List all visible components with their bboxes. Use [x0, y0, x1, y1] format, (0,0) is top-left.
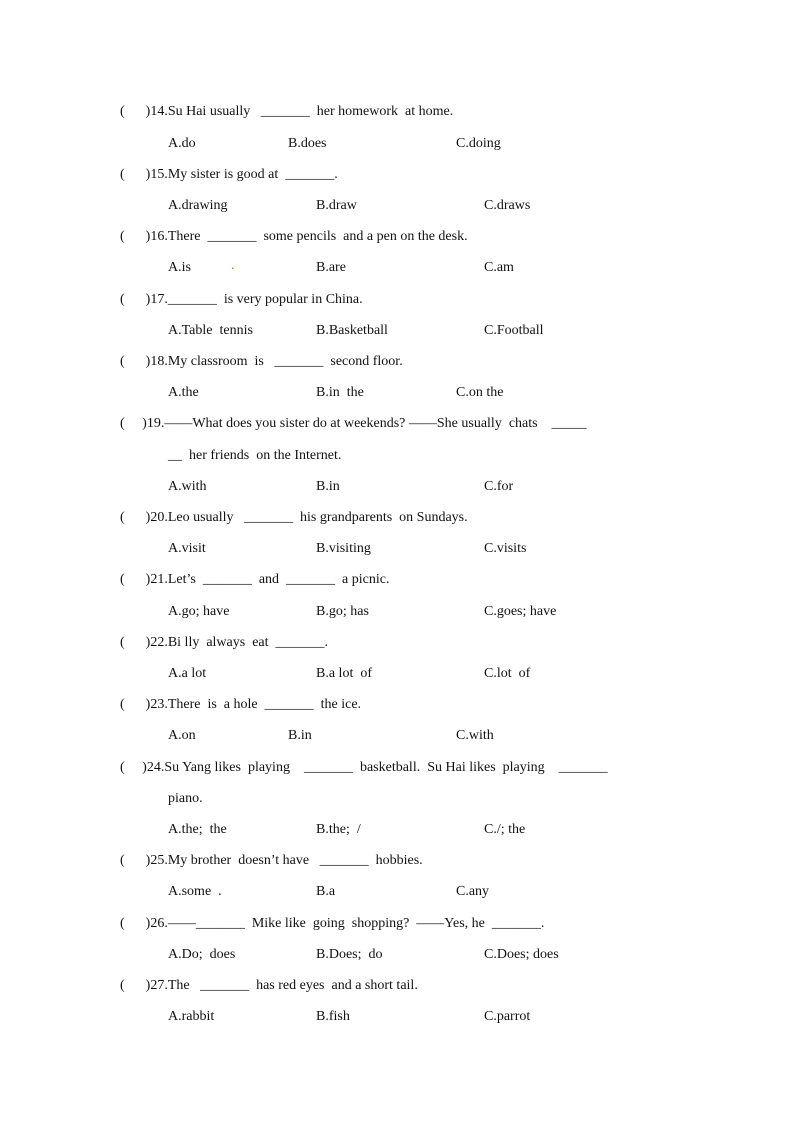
option-c: C.Does; does — [484, 947, 559, 962]
option-a: A.do — [168, 136, 196, 151]
question-14: ( )14.Su Hai usually _______ her homework at home. — [120, 104, 454, 119]
option-a: A.Table tennis — [168, 323, 253, 338]
question-19-continuation: __ her friends on the Internet. — [168, 448, 342, 463]
option-a: A.is — [168, 260, 191, 275]
option-c: C.am — [484, 260, 514, 275]
option-c: C.Football — [484, 323, 544, 338]
option-b: B.a — [316, 884, 336, 899]
question-18: ( )18.My classroom is _______ second floor. — [120, 354, 403, 369]
option-c: C.lot of — [484, 666, 531, 681]
option-a: A.Do; does — [168, 947, 236, 962]
option-c: C.goes; have — [484, 604, 557, 619]
question-21: ( )21.Let’s _______ and _______ a picnic. — [120, 572, 390, 587]
option-c: C.with — [456, 728, 494, 743]
option-c: C.doing — [456, 136, 501, 151]
question-19: ( )19.——What does you sister do at weekends? ——She usually chats _____ — [120, 416, 587, 431]
option-b: B.does — [288, 136, 327, 151]
question-15: ( )15.My sister is good at _______. — [120, 167, 338, 182]
question-23: ( )23.There is a hole _______ the ice. — [120, 697, 362, 712]
question-16: ( )16.There _______ some pencils and a pen on the desk. — [120, 229, 468, 244]
option-a: A.the — [168, 385, 199, 400]
option-b: B.Basketball — [316, 323, 388, 338]
option-a: A.on — [168, 728, 196, 743]
option-c: C./; the — [484, 822, 526, 837]
option-c: C.parrot — [484, 1009, 531, 1024]
option-c: C.visits — [484, 541, 527, 556]
option-b: B.in — [316, 479, 340, 494]
option-b: B.in — [288, 728, 312, 743]
question-24: ( )24.Su Yang likes playing _______ basketball. Su Hai likes playing _______ — [120, 760, 608, 775]
option-a: A.a lot — [168, 666, 207, 681]
question-22: ( )22.Bi lly always eat _______. — [120, 635, 329, 650]
option-b: B.in the — [316, 385, 364, 400]
option-b: B.the; / — [316, 822, 361, 837]
option-b: B.draw — [316, 198, 357, 213]
option-c: C.draws — [484, 198, 531, 213]
question-27: ( )27.The _______ has red eyes and a short tail. — [120, 978, 418, 993]
option-b: B.a lot of — [316, 666, 372, 681]
option-b: B.go; has — [316, 604, 369, 619]
question-26: ( )26.——_______ Mike like going shopping? ——Yes, he _______. — [120, 916, 545, 931]
option-c: C.on the — [456, 385, 504, 400]
question-17: ( )17._______ is very popular in China. — [120, 292, 363, 307]
option-c: C.for — [484, 479, 514, 494]
option-a: A.some . — [168, 884, 222, 899]
option-c: C.any — [456, 884, 490, 899]
option-b: B.visiting — [316, 541, 371, 556]
option-a: A.go; have — [168, 604, 230, 619]
option-a: A.with — [168, 479, 207, 494]
option-a: A.the; the — [168, 822, 227, 837]
question-24-continuation: piano. — [168, 791, 203, 806]
option-b: B.Does; do — [316, 947, 383, 962]
question-25: ( )25.My brother doesn’t have _______ hobbies. — [120, 853, 423, 868]
stray-mark: . — [231, 258, 235, 273]
option-a: A.visit — [168, 541, 206, 556]
option-a: A.rabbit — [168, 1009, 215, 1024]
option-b: B.fish — [316, 1009, 350, 1024]
option-b: B.are — [316, 260, 346, 275]
question-20: ( )20.Leo usually _______ his grandparents on Sundays. — [120, 510, 468, 525]
option-a: A.drawing — [168, 198, 228, 213]
